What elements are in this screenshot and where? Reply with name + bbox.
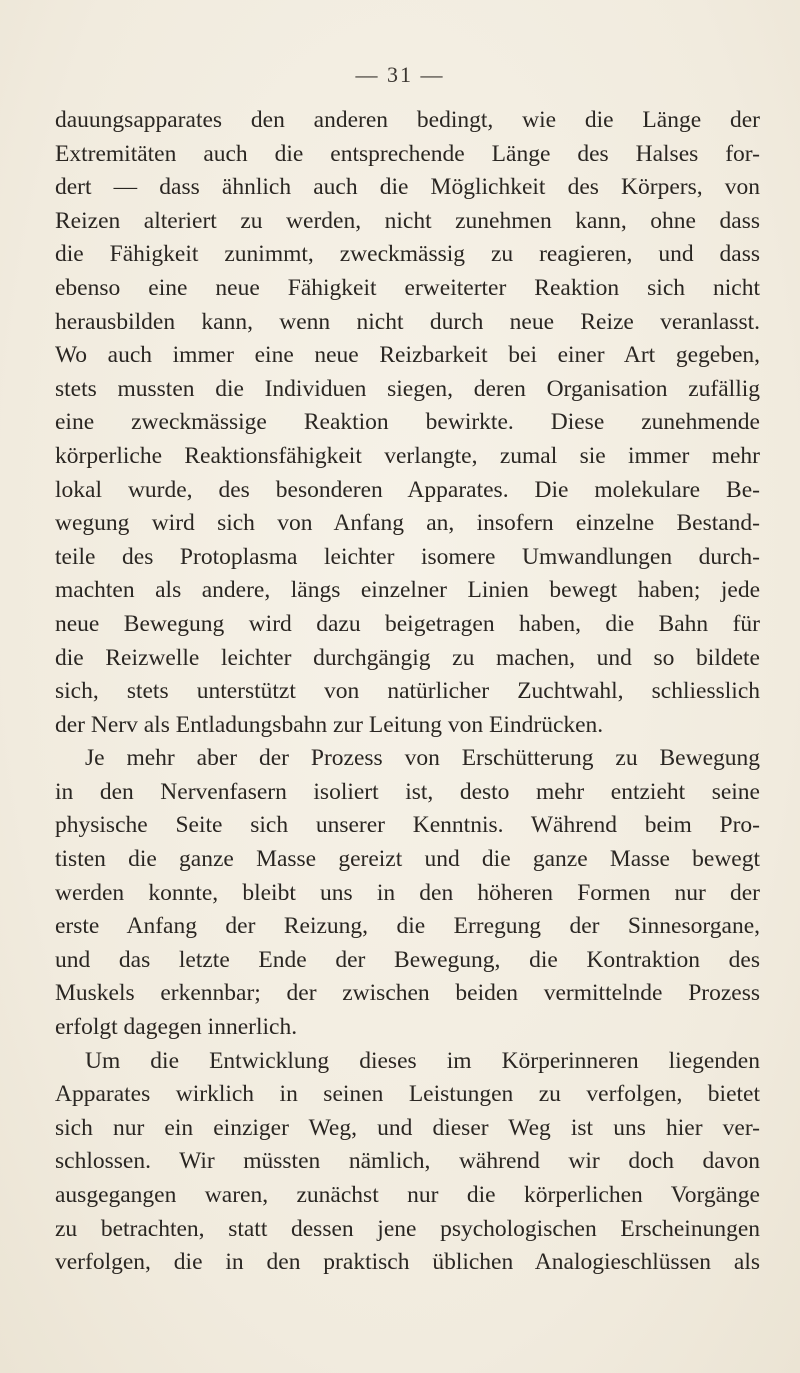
- text-line: lokal wurde, des besonderen Apparates. Die molekulare Be-: [55, 476, 760, 503]
- text-line: Extremitäten auch die entsprechende Länge des Halses for-: [55, 140, 760, 167]
- text-line: sich, stets unterstützt von natürlicher Zuchtwahl, schliesslich: [55, 678, 760, 705]
- text-line: dauungsapparates den anderen bedingt, wie die Länge der: [55, 107, 760, 133]
- text-line: neue Bewegung wird dazu beigetragen haben, die Bahn für: [55, 610, 760, 637]
- text-line: stets mussten die Individuen siegen, deren Organisation zufällig: [55, 375, 760, 402]
- text-line: in den Nervenfasern isoliert ist, desto mehr entzieht seine: [55, 778, 760, 805]
- text-line: Apparates wirklich in seinen Leistungen zu verfolgen, bietet: [55, 1081, 760, 1108]
- text-line: wegung wird sich von Anfang an, insofern einzelne Bestand-: [55, 510, 760, 537]
- text-line: schlossen. Wir müssten nämlich, während wir doch davon: [55, 1148, 760, 1175]
- text-line: verfolgen, die in den praktisch üblichen Analogieschlüssen als: [55, 1249, 760, 1276]
- text-line: herausbilden kann, wenn nicht durch neue Reize veranlasst.: [55, 308, 760, 335]
- text-line: werden konnte, bleibt uns in den höheren Formen nur der: [55, 879, 760, 906]
- text-line: erfolgt dagegen innerlich.: [55, 1014, 298, 1041]
- text-line: der Nerv als Entladungsbahn zur Leitung von Eindrücken.: [55, 711, 604, 738]
- text-line: sich nur ein einziger Weg, und dieser Weg ist uns hier ver-: [55, 1114, 760, 1141]
- text-line: körperliche Reaktionsfähigkeit verlangte, zumal sie immer mehr: [55, 442, 760, 469]
- text-line: die Reizwelle leichter durchgängig zu machen, und so bildete: [55, 644, 760, 671]
- text-line: und das letzte Ende der Bewegung, die Kontraktion des: [55, 946, 760, 973]
- text-line: eine zweckmässige Reaktion bewirkte. Diese zunehmende: [55, 409, 760, 436]
- page-number: — 31 —: [355, 62, 445, 87]
- text-line: zu betrachten, statt dessen jene psychologischen Erscheinungen: [55, 1215, 760, 1242]
- text-line: Reizen alteriert zu werden, nicht zunehmen kann, ohne dass: [55, 207, 760, 234]
- text-line: ebenso eine neue Fähigkeit erweiterter Reaktion sich nicht: [55, 274, 760, 301]
- text-line: die Fähigkeit zunimmt, zweckmässig zu reagieren, und dass: [55, 241, 760, 268]
- text-line: ausgegangen waren, zunächst nur die körperlichen Vorgänge: [55, 1182, 760, 1208]
- text-line: erste Anfang der Reizung, die Erregung der Sinnesorgane,: [55, 913, 760, 940]
- text-line: teile des Protoplasma leichter isomere Umwandlungen durch-: [55, 543, 760, 570]
- text-line: Muskels erkennbar; der zwischen beiden vermittelnde Prozess: [55, 980, 760, 1007]
- text-line: tisten die ganze Masse gereizt und die ganze Masse bewegt: [55, 846, 760, 873]
- body-text: [55, 104, 760, 1280]
- text-line: physische Seite sich unserer Kenntnis. Während beim Pro-: [55, 812, 760, 839]
- text-line: machten als andere, längs einzelner Linien bewegt haben; jede: [55, 577, 760, 604]
- text-line: dert — dass ähnlich auch die Möglichkeit des Körpers, von: [55, 174, 760, 201]
- text-line: Wo auch immer eine neue Reizbarkeit bei einer Art gegeben,: [55, 342, 760, 369]
- text-line: Um die Entwicklung dieses im Körperinneren liegenden: [85, 1047, 760, 1074]
- text-line: Je mehr aber der Prozess von Erschütterung zu Bewegung: [85, 745, 760, 772]
